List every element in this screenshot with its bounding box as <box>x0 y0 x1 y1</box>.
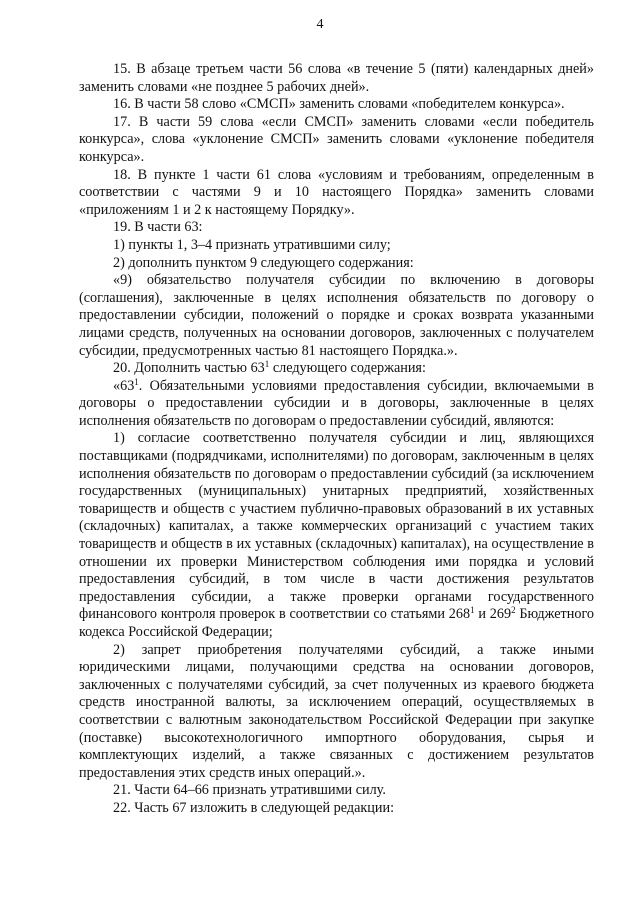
paragraph-20-superscript: 1 <box>264 359 270 370</box>
document-body <box>79 61 594 818</box>
paragraph-quote-item-9: «9) обязательство получателя субсидии по включению в договоры (соглашения), заключенные в целях исполнения обязательств по договору о предоставлении субсидии, положений о порядке и сроках возврата указанными лицами средств, полученных на основании договоров, заключенных с получателем субсидии, предусмотренных частью 81 настоящего Порядка.». <box>79 272 594 359</box>
paragraph-22: 22. Часть 67 изложить в следующей редакции: <box>113 799 395 816</box>
paragraph-63-1-item-1 <box>79 430 594 641</box>
paragraph-20-text-a: 20. Дополнить частью 63 <box>113 360 265 377</box>
item-1-text-a: 1) согласие соответственно получателя субсидии и лиц, являющихся поставщиками (подрядчиками, исполнителями) по договорам, заключенным в целях исполнения обязательств по договорам о предоставлении субсидий (за исключением государственных (муниципальных) унитарных предприятий, хозяйственных товариществ и обществ с участием публично-правовых образований в их уставных (складочных) капиталах, а также коммерческих организаций с участием таких товариществ и обществ в их уставных (складочных) капиталах), на осуществление в отношении их проверки Министерством соблюдения ими порядка и условий предоставления субсидий, в том числе в части достижения результатов предоставления субсидии, а также проверки органами государственного финансового контроля проверок в соответствии со статьями 268 <box>79 430 594 623</box>
paragraph-17: 17. В части 59 слова «если СМСП» заменить словами «если победитель конкурса», слова «уклонение СМСП» заменить словами «уклонение победителя конкурса». <box>79 113 594 165</box>
item-1-text-b: и 269 <box>474 606 512 623</box>
paragraph-63-1-superscript: 1 <box>134 376 139 387</box>
paragraph-63-1-text-a: «63 <box>113 377 135 394</box>
paragraph-18: 18. В пункте 1 части 61 слова «условиям и требованиям, определенным в соответствии с частями 9 и 10 настоящего Порядка» заменить словами «приложениям 1 и 2 к настоящему Порядку». <box>79 166 594 218</box>
item-1-superscript-a: 1 <box>470 605 475 616</box>
paragraph-63-1-item-2: 2) запрет приобретения получателями субсидий, а также иными юридическими лицами, получающими средства на основании договоров, заключенных с получателями субсидий, за счет полученных из краевого бюджета средств иностранной валюты, за исключением операций, осуществляемых в соответствии с валютным законодательством Российской Федерации при закупке (поставке) высокотехнологичного импортного оборудования, сырья и комплектующих изделий, а также связанных с достижением результатов предоставления этих средств иных операций.». <box>79 641 594 781</box>
paragraph-19: 19. В части 63: <box>113 219 203 236</box>
paragraph-20-text-b: следующего содержания: <box>269 360 426 377</box>
paragraph-15: 15. В абзаце третьем части 56 слова «в течение 5 (пяти) календарных дней» заменить словами «не позднее 5 рабочих дней». <box>79 61 594 95</box>
paragraph-16: 16. В части 58 слово «СМСП» заменить словами «победителем конкурса». <box>113 96 565 113</box>
paragraph-63-1-text-b: . Обязательными условиями предоставления субсидии, включаемыми в договоры о предоставлении субсидии и в договоры, заключенные в целях исполнения обязательств по договорам о предоставлении субсидий, являются: <box>79 377 594 429</box>
page-number: 4 <box>316 17 324 32</box>
paragraph-21: 21. Части 64–66 признать утратившими силу. <box>113 782 386 799</box>
item-1-superscript-b: 2 <box>511 605 516 616</box>
paragraph-63-1 <box>79 378 594 431</box>
paragraph-20 <box>79 360 594 378</box>
paragraph-19-item-1: 1) пункты 1, 3–4 признать утратившими силу; <box>113 236 391 253</box>
item-1-text-c: Бюджетного кодекса Российской Федерации; <box>79 606 595 640</box>
paragraph-19-item-2: 2) дополнить пунктом 9 следующего содержания: <box>113 254 414 271</box>
